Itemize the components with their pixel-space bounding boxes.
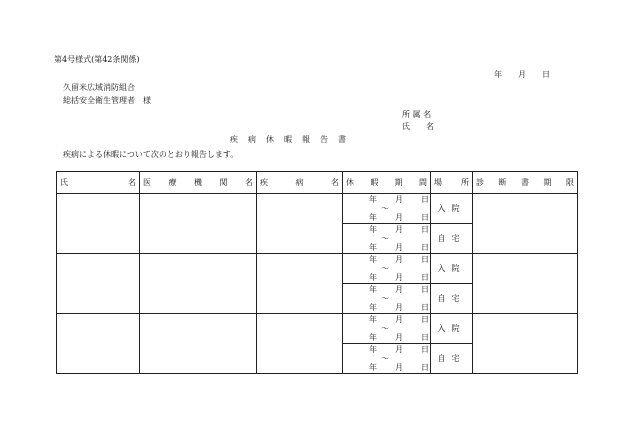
period-day: 日 (421, 303, 429, 312)
period-year: 年 (369, 243, 377, 252)
period-year: 年 (369, 333, 377, 342)
period-cell[interactable] (343, 344, 431, 374)
header-period-char: 間 (418, 177, 427, 187)
period-month: 月 (395, 285, 403, 294)
header-clinic (140, 172, 257, 194)
period-year: 年 (369, 195, 377, 204)
header-diagnosis-char: 限 (566, 177, 574, 187)
period-tilde: 〜 (381, 264, 389, 273)
period-day: 日 (421, 285, 429, 294)
header-period (343, 172, 431, 194)
disease-cell[interactable] (257, 314, 343, 374)
period-tilde: 〜 (381, 204, 389, 213)
table-row (57, 254, 578, 284)
period-month: 月 (395, 333, 403, 342)
period-month: 月 (395, 243, 403, 252)
period-month: 月 (395, 363, 403, 372)
name-label: 氏 名 (402, 122, 434, 131)
header-period-char: 期 (394, 177, 403, 187)
report-table (56, 171, 578, 374)
form-number: 第4号様式(第42条関係) (54, 55, 140, 64)
header-clinic-char: 療 (168, 177, 177, 187)
diagnosis-cell[interactable] (473, 314, 578, 374)
period-year: 年 (369, 303, 377, 312)
clinic-cell[interactable] (140, 254, 257, 314)
table-header-row (57, 172, 578, 194)
period-month: 月 (395, 225, 403, 234)
period-year: 年 (369, 285, 377, 294)
place-cell-home[interactable]: 自宅 (431, 344, 473, 374)
header-name-char: 名 (128, 177, 136, 187)
header-place (431, 172, 473, 194)
header-diagnosis-char: 診 (476, 177, 484, 187)
header-diagnosis (473, 172, 578, 194)
date-month: 月 (518, 70, 526, 79)
header-disease-char: 疾 (260, 177, 268, 187)
header-disease-char: 病 (295, 177, 304, 187)
header-period-char: 暇 (370, 177, 379, 187)
diagnosis-cell[interactable] (473, 194, 578, 254)
date-year: 年 (494, 70, 502, 79)
period-day: 日 (421, 225, 429, 234)
table-row (57, 314, 578, 344)
header-place-char: 所 (461, 177, 469, 187)
place-cell-hospital[interactable]: 入院 (431, 194, 473, 224)
period-year: 年 (369, 363, 377, 372)
date-day: 日 (542, 70, 550, 79)
intro-text: 疾病による休暇について次のとおり報告します。 (63, 150, 239, 159)
report-title: 疾 病 休 暇 報 告 書 (230, 135, 347, 144)
period-day: 日 (421, 195, 429, 204)
header-clinic-char: 関 (219, 177, 228, 187)
name-cell[interactable] (57, 254, 140, 314)
header-disease-char: 名 (331, 177, 339, 187)
period-tilde: 〜 (381, 234, 389, 243)
header-period-char: 休 (346, 177, 354, 187)
disease-cell[interactable] (257, 194, 343, 254)
header-clinic-char: 機 (194, 177, 202, 187)
header-diagnosis-char: 書 (521, 177, 529, 187)
disease-cell[interactable] (257, 254, 343, 314)
period-year: 年 (369, 255, 377, 264)
period-year: 年 (369, 315, 377, 324)
period-cell[interactable] (343, 314, 431, 344)
period-day: 日 (421, 315, 429, 324)
period-month: 月 (395, 213, 403, 222)
header-name-char: 氏 (60, 177, 68, 187)
period-year: 年 (369, 213, 377, 222)
period-year: 年 (369, 345, 377, 354)
place-cell-home[interactable]: 自宅 (431, 224, 473, 254)
header-clinic-char: 名 (245, 177, 253, 187)
table-row (57, 194, 578, 224)
header-diagnosis-char: 期 (543, 177, 552, 187)
period-day: 日 (421, 345, 429, 354)
clinic-cell[interactable] (140, 314, 257, 374)
affiliation-label: 所 属 名 (402, 110, 432, 119)
period-day: 日 (421, 333, 429, 342)
period-day: 日 (421, 363, 429, 372)
period-month: 月 (395, 273, 403, 282)
period-day: 日 (421, 273, 429, 282)
header-name (57, 172, 140, 194)
addressee-title: 総括安全衛生管理者 様 (63, 96, 151, 105)
place-cell-home[interactable]: 自宅 (431, 284, 473, 314)
period-cell[interactable] (343, 224, 431, 254)
header-disease (257, 172, 343, 194)
period-day: 日 (421, 213, 429, 222)
period-month: 月 (395, 315, 403, 324)
period-month: 月 (395, 345, 403, 354)
period-month: 月 (395, 195, 403, 204)
period-day: 日 (421, 243, 429, 252)
period-tilde: 〜 (381, 324, 389, 333)
addressee-org: 久留米広域消防組合 (63, 83, 135, 92)
diagnosis-cell[interactable] (473, 254, 578, 314)
period-day: 日 (421, 255, 429, 264)
period-month: 月 (395, 255, 403, 264)
place-cell-hospital[interactable]: 入院 (431, 314, 473, 344)
header-diagnosis-char: 断 (498, 177, 507, 187)
period-year: 年 (369, 273, 377, 282)
header-clinic-char: 医 (143, 177, 151, 187)
header-place-char: 場 (434, 177, 442, 187)
period-cell[interactable] (343, 284, 431, 314)
period-cell[interactable] (343, 254, 431, 284)
period-year: 年 (369, 225, 377, 234)
clinic-cell[interactable] (140, 194, 257, 254)
name-cell[interactable] (57, 194, 140, 254)
period-tilde: 〜 (381, 354, 389, 363)
name-cell[interactable] (57, 314, 140, 374)
period-month: 月 (395, 303, 403, 312)
period-cell[interactable] (343, 194, 431, 224)
place-cell-hospital[interactable]: 入院 (431, 254, 473, 284)
period-tilde: 〜 (381, 294, 389, 303)
